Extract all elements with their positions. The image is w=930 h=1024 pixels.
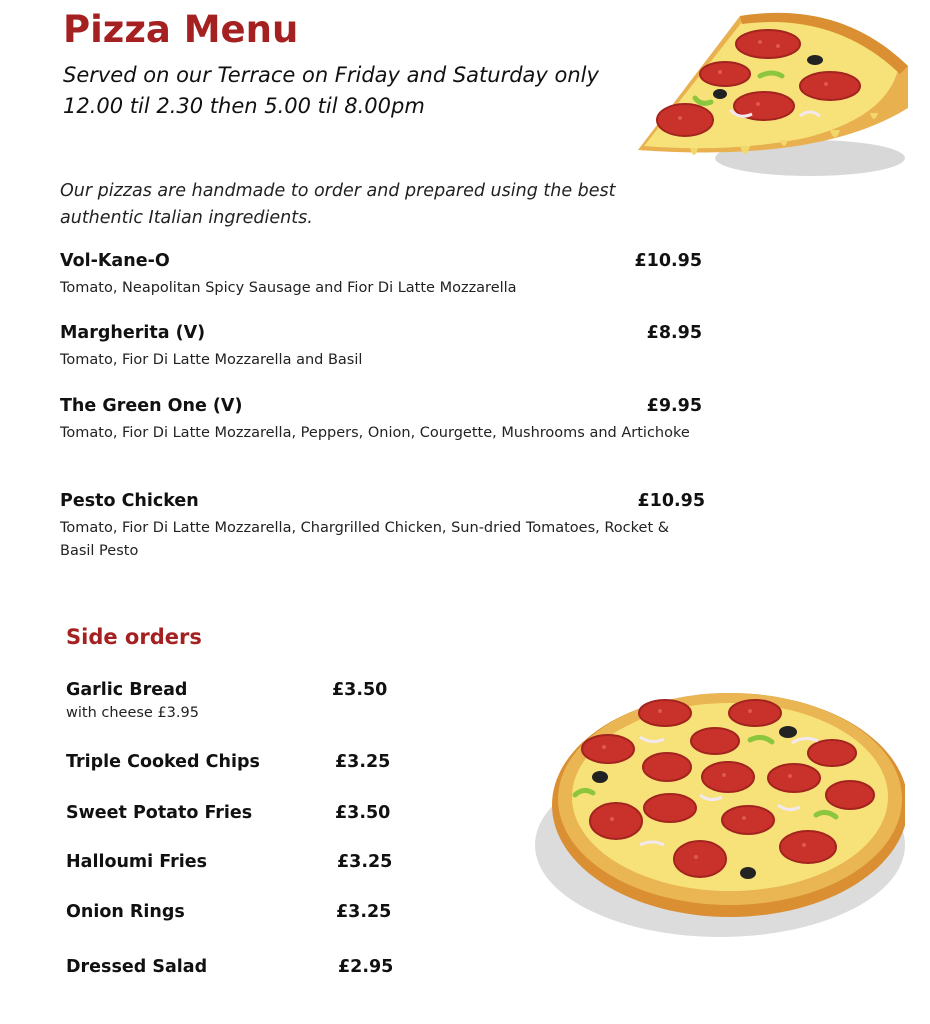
pizza-name: Margherita (V) [60, 323, 206, 343]
subtitle-line-2: 12.00 til 2.30 then 5.00 til 8.00pm [63, 94, 425, 118]
pizza-description: Tomato, Fior Di Latte Mozzarella, Chargrilled Chicken, Sun-dried Tomatoes, Rocket & Basil Pesto [60, 520, 670, 559]
side-name: Sweet Potato Fries [66, 803, 253, 823]
side-price: £3.25 [335, 752, 391, 772]
pizza-item [60, 251, 705, 300]
pizza-description: Tomato, Neapolitan Spicy Sausage and Fior Di Latte Mozzarella [60, 280, 517, 296]
side-name: Dressed Salad [66, 957, 208, 977]
pizza-price: £8.95 [646, 323, 702, 343]
pizza-price: £10.95 [634, 251, 702, 271]
pizza-item [60, 396, 705, 445]
pizza-description: Tomato, Fior Di Latte Mozzarella and Basil [60, 352, 363, 368]
pizza-description: Tomato, Fior Di Latte Mozzarella, Peppers, Onion, Courgette, Mushrooms and Artichoke [60, 425, 690, 441]
side-note: with cheese £3.95 [66, 705, 199, 721]
side-price: £3.50 [335, 803, 391, 823]
side-name: Garlic Bread [66, 680, 188, 700]
side-name: Halloumi Fries [66, 852, 208, 872]
whole-pizza-illustration [520, 685, 905, 945]
pizza-price: £10.95 [637, 491, 705, 511]
pizza-slice-illustration [630, 8, 910, 183]
pizza-price: £9.95 [646, 396, 702, 416]
subtitle-line-1: Served on our Terrace on Friday and Saturday only [63, 63, 599, 87]
side-name: Onion Rings [66, 902, 185, 922]
pizza-name: Vol-Kane-O [60, 251, 170, 271]
pizza-name: Pesto Chicken [60, 491, 199, 511]
menu-intro: Our pizzas are handmade to order and prepared using the best authentic Italian ingredients. [60, 181, 616, 228]
pizza-item [60, 323, 705, 372]
side-price: £3.25 [337, 852, 393, 872]
service-times [63, 60, 599, 122]
pizza-item [60, 491, 705, 563]
side-price: £3.50 [332, 680, 388, 700]
side-price: £2.95 [338, 957, 394, 977]
side-orders-heading: Side orders [66, 625, 202, 649]
side-name: Triple Cooked Chips [66, 752, 260, 772]
side-price: £3.25 [336, 902, 392, 922]
pizza-name: The Green One (V) [60, 396, 243, 416]
page-title: Pizza Menu [63, 8, 299, 51]
